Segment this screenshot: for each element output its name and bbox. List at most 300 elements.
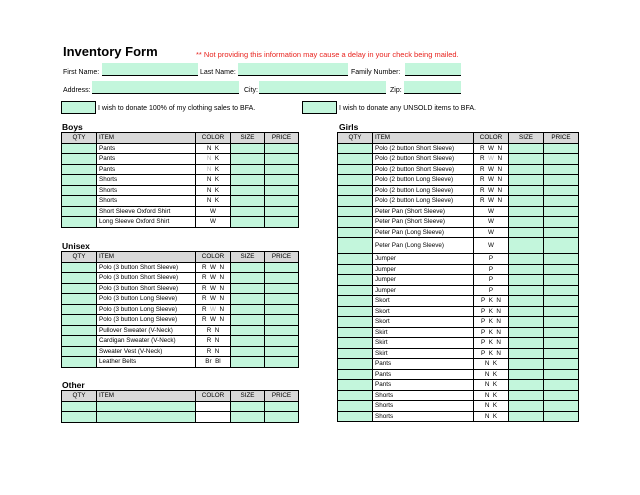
color-cell (196, 154, 231, 165)
size-cell[interactable] (509, 369, 544, 380)
table-row (338, 317, 579, 328)
size-cell[interactable] (231, 185, 265, 196)
family-number-field[interactable] (405, 63, 461, 76)
color-code: N (214, 326, 220, 334)
size-cell[interactable] (509, 327, 544, 338)
price-cell[interactable] (265, 217, 299, 228)
qty-cell[interactable] (62, 325, 97, 336)
size-cell[interactable] (509, 185, 544, 196)
color-code: K (488, 307, 493, 315)
color-code: N (484, 391, 490, 399)
price-cell[interactable] (265, 154, 299, 165)
color-code: N (214, 337, 220, 345)
qty-cell[interactable] (62, 217, 97, 228)
table-row (338, 264, 579, 275)
size-cell[interactable] (509, 264, 544, 275)
qty-cell[interactable] (338, 327, 373, 338)
price-header: PRICE (265, 133, 299, 144)
color-cell (196, 315, 231, 326)
color-code: N (484, 412, 490, 420)
size-cell[interactable] (509, 411, 544, 422)
color-code: W (488, 242, 494, 249)
unisex-title: Unisex (62, 241, 90, 251)
color-cell (474, 296, 509, 307)
table-row (338, 338, 579, 349)
zip-label: Zip: (390, 87, 402, 94)
qty-cell[interactable] (338, 348, 373, 359)
color-code: W (210, 305, 216, 313)
qty-cell[interactable] (62, 154, 97, 165)
size-cell[interactable] (509, 175, 544, 186)
table-row (62, 196, 299, 207)
size-cell[interactable] (509, 401, 544, 412)
color-code: P (481, 297, 486, 305)
size-cell[interactable] (231, 164, 265, 175)
color-code: P (488, 286, 494, 294)
color-cell (474, 196, 509, 207)
qty-cell[interactable] (62, 401, 97, 412)
qty-cell[interactable] (338, 390, 373, 401)
price-cell[interactable] (544, 317, 579, 328)
size-cell[interactable] (509, 380, 544, 391)
size-header: SIZE (231, 252, 265, 263)
qty-cell[interactable] (338, 264, 373, 275)
warning-text: ** Not providing this information may cause a delay in your check being mailed. (196, 50, 459, 59)
table-row (62, 283, 299, 294)
color-code: W (210, 316, 216, 324)
size-cell[interactable] (231, 304, 265, 315)
price-cell[interactable] (544, 254, 579, 265)
size-cell[interactable] (509, 275, 544, 286)
item-cell[interactable] (97, 412, 196, 423)
table-row (338, 411, 579, 422)
table-row (338, 369, 579, 380)
color-cell (196, 143, 231, 154)
table-row (62, 154, 299, 165)
size-cell[interactable] (231, 262, 265, 273)
city-label: City: (244, 87, 258, 94)
city-field[interactable] (259, 81, 386, 94)
table-row (338, 227, 579, 238)
qty-cell[interactable] (338, 285, 373, 296)
price-cell[interactable] (544, 275, 579, 286)
color-code: N (206, 155, 212, 163)
color-code: K (488, 328, 493, 336)
color-code: P (488, 255, 494, 263)
color-header: COLOR (196, 133, 231, 144)
color-code: W (488, 197, 494, 205)
color-cell (474, 380, 509, 391)
color-code: K (488, 339, 493, 347)
size-cell[interactable] (231, 217, 265, 228)
qty-header: QTY (62, 252, 97, 263)
price-cell[interactable] (265, 304, 299, 315)
size-cell[interactable] (231, 206, 265, 217)
color-code: N (219, 305, 225, 313)
color-cell (474, 359, 509, 370)
table-row (62, 273, 299, 284)
size-cell[interactable] (509, 390, 544, 401)
table-row (338, 348, 579, 359)
first-name-field[interactable] (102, 63, 198, 76)
qty-cell[interactable] (338, 143, 373, 154)
price-cell[interactable] (265, 336, 299, 347)
zip-field[interactable] (404, 81, 461, 94)
color-header: COLOR (196, 391, 231, 402)
color-code: W (488, 218, 494, 226)
item-cell[interactable] (97, 401, 196, 412)
color-code: R (479, 165, 485, 173)
qty-cell[interactable] (338, 206, 373, 217)
color-cell (474, 338, 509, 349)
price-cell[interactable] (265, 346, 299, 357)
color-cell (474, 143, 509, 154)
price-cell[interactable] (544, 327, 579, 338)
color-code: N (219, 316, 225, 324)
color-cell (196, 196, 231, 207)
size-header: SIZE (509, 133, 544, 144)
item-cell: Skirt (373, 338, 474, 349)
qty-cell[interactable] (62, 164, 97, 175)
qty-cell[interactable] (338, 238, 373, 254)
color-code: N (497, 144, 503, 152)
size-cell[interactable] (231, 196, 265, 207)
size-header: SIZE (231, 133, 265, 144)
size-cell[interactable] (231, 357, 265, 368)
family-number-label: Family Number: (351, 69, 401, 76)
color-code: W (210, 218, 216, 226)
color-code: R (206, 326, 212, 334)
size-cell[interactable] (509, 154, 544, 165)
color-code: N (484, 360, 490, 368)
price-cell[interactable] (544, 143, 579, 154)
item-cell: Skirt (373, 348, 474, 359)
price-cell[interactable] (544, 154, 579, 165)
color-code: N (206, 176, 212, 184)
color-code: N (219, 274, 225, 282)
size-cell[interactable] (509, 143, 544, 154)
boys-table (61, 132, 299, 228)
color-code: W (210, 207, 216, 215)
color-cell (474, 254, 509, 265)
color-code: K (214, 176, 220, 184)
size-cell[interactable] (509, 238, 544, 254)
color-code: N (496, 328, 501, 336)
table-row (338, 185, 579, 196)
color-code: N (497, 186, 503, 194)
color-cell (474, 154, 509, 165)
size-cell[interactable] (231, 412, 265, 423)
item-cell: Polo (3 button Short Sleeve) (97, 262, 196, 273)
size-cell[interactable] (509, 206, 544, 217)
price-cell[interactable] (544, 380, 579, 391)
size-cell[interactable] (509, 317, 544, 328)
table-row (62, 336, 299, 347)
item-cell: Shorts (97, 175, 196, 186)
item-cell: Pullover Sweater (V-Neck) (97, 325, 196, 336)
table-row (338, 327, 579, 338)
color-code: N (497, 155, 503, 163)
size-cell[interactable] (509, 306, 544, 317)
color-cell (196, 346, 231, 357)
price-cell[interactable] (265, 412, 299, 423)
price-cell[interactable] (544, 264, 579, 275)
size-cell[interactable] (231, 175, 265, 186)
price-cell[interactable] (544, 348, 579, 359)
address-field[interactable] (92, 81, 239, 94)
size-cell[interactable] (509, 359, 544, 370)
color-cell (474, 175, 509, 186)
color-code: K (214, 144, 220, 152)
price-cell[interactable] (265, 175, 299, 186)
size-cell[interactable] (231, 143, 265, 154)
qty-cell[interactable] (338, 359, 373, 370)
qty-header: QTY (338, 133, 373, 144)
table-row (62, 262, 299, 273)
item-cell: Pants (97, 164, 196, 175)
price-cell[interactable] (544, 227, 579, 238)
item-cell: Jumper (373, 264, 474, 275)
item-cell: Leather Belts (97, 357, 196, 368)
size-cell[interactable] (509, 348, 544, 359)
qty-cell[interactable] (62, 357, 97, 368)
price-cell[interactable] (265, 196, 299, 207)
color-code: P (488, 265, 494, 273)
price-cell[interactable] (265, 206, 299, 217)
item-cell: Polo (2 button Long Sleeve) (373, 196, 474, 207)
qty-cell[interactable] (62, 315, 97, 326)
item-cell: Pants (97, 143, 196, 154)
price-cell[interactable] (265, 143, 299, 154)
form-title: Inventory Form (63, 44, 158, 59)
color-cell (474, 238, 509, 254)
qty-cell[interactable] (62, 346, 97, 357)
color-code: K (492, 412, 498, 420)
qty-cell[interactable] (62, 336, 97, 347)
price-cell[interactable] (544, 338, 579, 349)
table-row (338, 390, 579, 401)
item-header: ITEM (97, 252, 196, 263)
color-code: R (479, 186, 485, 194)
item-cell: Skort (373, 317, 474, 328)
table-row (62, 346, 299, 357)
price-cell[interactable] (544, 206, 579, 217)
color-cell (196, 412, 231, 423)
qty-cell[interactable] (338, 175, 373, 186)
color-code: W (210, 263, 216, 271)
qty-cell[interactable] (62, 143, 97, 154)
item-cell: Pants (97, 154, 196, 165)
price-cell[interactable] (544, 359, 579, 370)
price-cell[interactable] (265, 283, 299, 294)
item-cell: Skirt (373, 327, 474, 338)
color-code: N (219, 263, 225, 271)
qty-cell[interactable] (62, 283, 97, 294)
price-cell[interactable] (544, 285, 579, 296)
donate-unsold-checkbox[interactable] (302, 101, 337, 114)
qty-cell[interactable] (62, 196, 97, 207)
price-header: PRICE (265, 391, 299, 402)
color-code: K (488, 297, 493, 305)
qty-cell[interactable] (338, 317, 373, 328)
qty-cell[interactable] (338, 275, 373, 286)
color-code: N (496, 339, 501, 347)
qty-cell[interactable] (338, 217, 373, 228)
size-cell[interactable] (231, 346, 265, 357)
table-row (62, 401, 299, 412)
qty-cell[interactable] (62, 185, 97, 196)
price-cell[interactable] (544, 217, 579, 228)
color-code: N (497, 197, 503, 205)
color-code: N (484, 381, 490, 389)
unisex-table (61, 251, 299, 368)
table-row (338, 196, 579, 207)
qty-cell[interactable] (62, 294, 97, 305)
price-cell[interactable] (265, 357, 299, 368)
table-row (338, 359, 579, 370)
color-code: N (496, 349, 501, 357)
item-cell: Shorts (373, 411, 474, 422)
price-cell[interactable] (544, 238, 579, 254)
size-cell[interactable] (231, 336, 265, 347)
table-row (62, 143, 299, 154)
price-cell[interactable] (544, 401, 579, 412)
item-cell: Polo (2 button Long Sleeve) (373, 175, 474, 186)
color-cell (474, 401, 509, 412)
table-row (62, 325, 299, 336)
qty-cell[interactable] (338, 306, 373, 317)
price-cell[interactable] (544, 185, 579, 196)
price-cell[interactable] (544, 175, 579, 186)
item-cell: Peter Pan (Long Sleeve) (373, 238, 474, 254)
color-code: K (214, 197, 220, 205)
size-cell[interactable] (509, 227, 544, 238)
qty-cell[interactable] (338, 254, 373, 265)
price-cell[interactable] (265, 401, 299, 412)
color-code: N (484, 370, 490, 378)
size-cell[interactable] (231, 401, 265, 412)
size-cell[interactable] (231, 273, 265, 284)
color-cell (196, 325, 231, 336)
color-cell (474, 390, 509, 401)
table-row (62, 217, 299, 228)
color-code: W (488, 207, 494, 215)
color-cell (474, 217, 509, 228)
color-cell (474, 164, 509, 175)
price-cell[interactable] (265, 185, 299, 196)
price-cell[interactable] (265, 325, 299, 336)
color-code: K (488, 318, 493, 326)
qty-cell[interactable] (338, 154, 373, 165)
price-cell[interactable] (265, 315, 299, 326)
size-cell[interactable] (509, 296, 544, 307)
qty-cell[interactable] (338, 185, 373, 196)
price-cell[interactable] (544, 390, 579, 401)
qty-cell[interactable] (338, 369, 373, 380)
table-row (338, 306, 579, 317)
color-code: N (496, 297, 501, 305)
size-cell[interactable] (231, 154, 265, 165)
color-code: R (479, 155, 485, 163)
qty-cell[interactable] (338, 411, 373, 422)
qty-cell[interactable] (62, 304, 97, 315)
price-cell[interactable] (544, 306, 579, 317)
size-cell[interactable] (231, 283, 265, 294)
color-header: COLOR (474, 133, 509, 144)
last-name-field[interactable] (238, 63, 348, 76)
qty-cell[interactable] (338, 164, 373, 175)
price-cell[interactable] (544, 196, 579, 207)
color-cell (196, 336, 231, 347)
price-cell[interactable] (544, 411, 579, 422)
size-cell[interactable] (509, 338, 544, 349)
size-cell[interactable] (509, 254, 544, 265)
qty-cell[interactable] (62, 273, 97, 284)
price-cell[interactable] (265, 273, 299, 284)
qty-cell[interactable] (338, 338, 373, 349)
size-cell[interactable] (231, 325, 265, 336)
item-cell: Shorts (97, 185, 196, 196)
color-code: R (201, 274, 207, 282)
donate-sales-checkbox[interactable] (61, 101, 96, 114)
size-cell[interactable] (509, 285, 544, 296)
price-cell[interactable] (265, 164, 299, 175)
color-code: N (496, 318, 501, 326)
color-cell (196, 262, 231, 273)
color-code: W (210, 274, 216, 282)
item-cell: Cardigan Sweater (V-Neck) (97, 336, 196, 347)
color-cell (474, 264, 509, 275)
item-cell: Short Sleeve Oxford Shirt (97, 206, 196, 217)
size-cell[interactable] (509, 164, 544, 175)
color-code: W (488, 176, 494, 184)
qty-cell[interactable] (338, 401, 373, 412)
price-cell[interactable] (544, 164, 579, 175)
size-cell[interactable] (509, 196, 544, 207)
table-row (338, 275, 579, 286)
color-code: N (206, 165, 212, 173)
qty-cell[interactable] (338, 296, 373, 307)
other-title: Other (62, 380, 85, 390)
price-cell[interactable] (544, 296, 579, 307)
size-cell[interactable] (231, 294, 265, 305)
size-cell[interactable] (509, 217, 544, 228)
qty-cell[interactable] (62, 206, 97, 217)
color-code: P (481, 307, 486, 315)
qty-cell[interactable] (62, 412, 97, 423)
price-cell[interactable] (544, 369, 579, 380)
price-cell[interactable] (265, 294, 299, 305)
color-cell (196, 401, 231, 412)
table-row (338, 175, 579, 186)
qty-cell[interactable] (62, 175, 97, 186)
qty-cell[interactable] (338, 196, 373, 207)
qty-cell[interactable] (62, 262, 97, 273)
table-row (338, 285, 579, 296)
item-cell: Jumper (373, 285, 474, 296)
color-code: R (201, 316, 207, 324)
color-code: K (492, 391, 498, 399)
table-row (338, 296, 579, 307)
color-cell (196, 175, 231, 186)
color-code: P (481, 318, 486, 326)
item-header: ITEM (97, 391, 196, 402)
qty-cell[interactable] (338, 227, 373, 238)
size-cell[interactable] (231, 315, 265, 326)
qty-cell[interactable] (338, 380, 373, 391)
color-code: P (481, 349, 486, 357)
price-cell[interactable] (265, 262, 299, 273)
